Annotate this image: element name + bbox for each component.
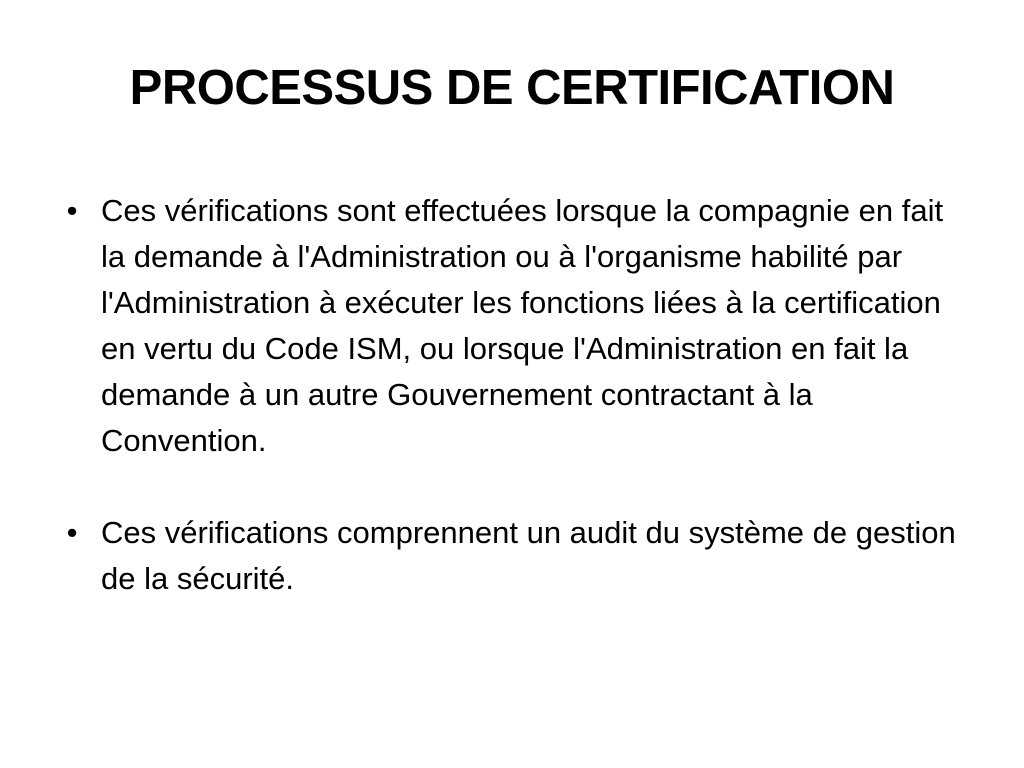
bullet-item bbox=[62, 510, 962, 602]
bullet-list bbox=[62, 188, 962, 602]
bullet-item bbox=[62, 188, 962, 464]
bullet-text: Ces vérifications comprennent un audit du système de gestion de la sécurité. bbox=[101, 515, 956, 596]
bullet-icon: • bbox=[66, 515, 78, 550]
bullet-text: Ces vérifications sont effectuées lorsque la compagnie en fait la demande à l'Administration ou à l'organisme habilité par l'Administration à exécuter les fonctions liées à la certification en vertu du Code ISM, ou lorsque l'Administration en fait la demande à un autre Gouvernement contractant à la Convention. bbox=[101, 193, 944, 458]
slide-title: PROCESSUS DE CERTIFICATION bbox=[129, 61, 895, 115]
bullet-icon: • bbox=[66, 193, 78, 228]
